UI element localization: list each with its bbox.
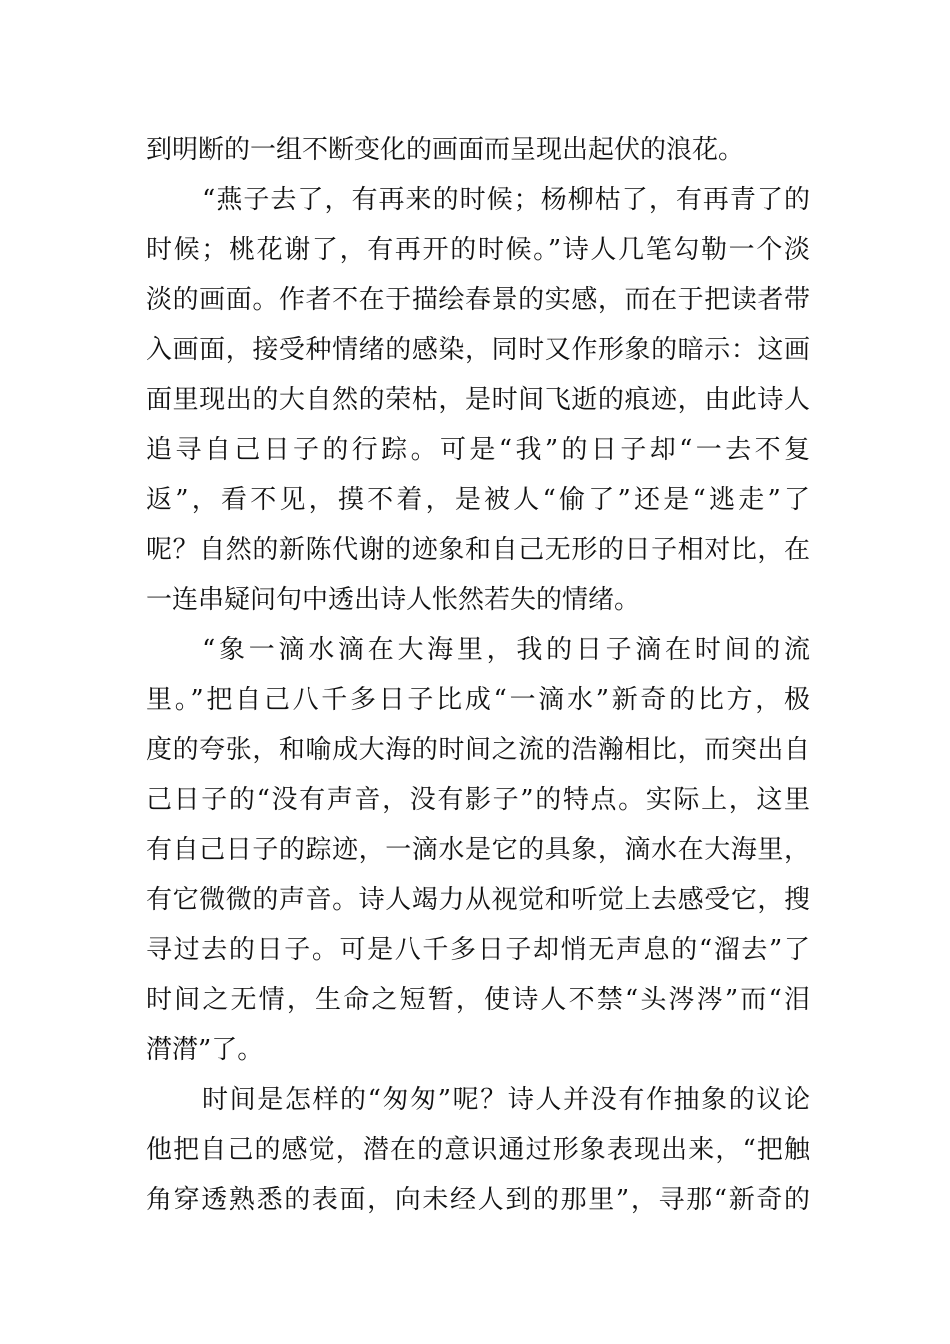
text-line: 到明断的一组不断变化的画面而呈现出起伏的浪花。 [146, 135, 745, 165]
text-line: 有它微微的声音。诗人竭力从视觉和听觉上去感受它，搜 [146, 885, 810, 915]
text-line: 一连串疑问句中透出诗人怅然若失的情绪。 [146, 585, 641, 615]
text-line: 度的夸张，和喻成大海的时间之流的浩瀚相比，而突出自 [146, 735, 810, 765]
text-line: 时间之无情，生命之短暂，使诗人不禁“头涔涔”而“泪 [146, 985, 810, 1015]
text-line: 有自己日子的踪迹，一滴水是它的具象，滴水在大海里， [146, 835, 810, 865]
text-line: 返”，看不见，摸不着，是被人“偷了”还是“逃走”了 [146, 485, 810, 515]
text-line: 面里现出的大自然的荣枯，是时间飞逝的痕迹，由此诗人 [146, 385, 810, 415]
text-line: 入画面，接受种情绪的感染，同时又作形象的暗示：这画 [146, 335, 810, 365]
text-line: “燕子去了，有再来的时候；杨柳枯了，有再青了的 [202, 185, 810, 215]
text-line: 里。”把自己八千多日子比成“一滴水”新奇的比方，极 [146, 685, 810, 715]
text-line: 追寻自己日子的行踪。可是“我”的日子却“一去不复 [146, 435, 810, 465]
text-line: 己日子的“没有声音，没有影子”的特点。实际上，这里 [146, 785, 810, 815]
text-line: 潸潸”了。 [146, 1035, 264, 1065]
text-line: 时间是怎样的“匆匆”呢？诗人并没有作抽象的议论 [202, 1085, 810, 1115]
text-line: 时候；桃花谢了，有再开的时候。”诗人几笔勾勒一个淡 [146, 235, 810, 265]
text-line: 呢？自然的新陈代谢的迹象和自己无形的日子相对比，在 [146, 535, 810, 565]
text-line: 他把自己的感觉，潜在的意识通过形象表现出来，“把触 [146, 1135, 810, 1165]
text-line: “象一滴水滴在大海里，我的日子滴在时间的流 [202, 635, 810, 665]
body-text [146, 125, 810, 1225]
text-line: 淡的画面。作者不在于描绘春景的实感，而在于把读者带 [146, 285, 810, 315]
text-line: 寻过去的日子。可是八千多日子却悄无声息的“溜去”了 [146, 935, 810, 965]
text-line: 角穿透熟悉的表面，向未经人到的那里”，寻那“新奇的 [146, 1185, 810, 1215]
